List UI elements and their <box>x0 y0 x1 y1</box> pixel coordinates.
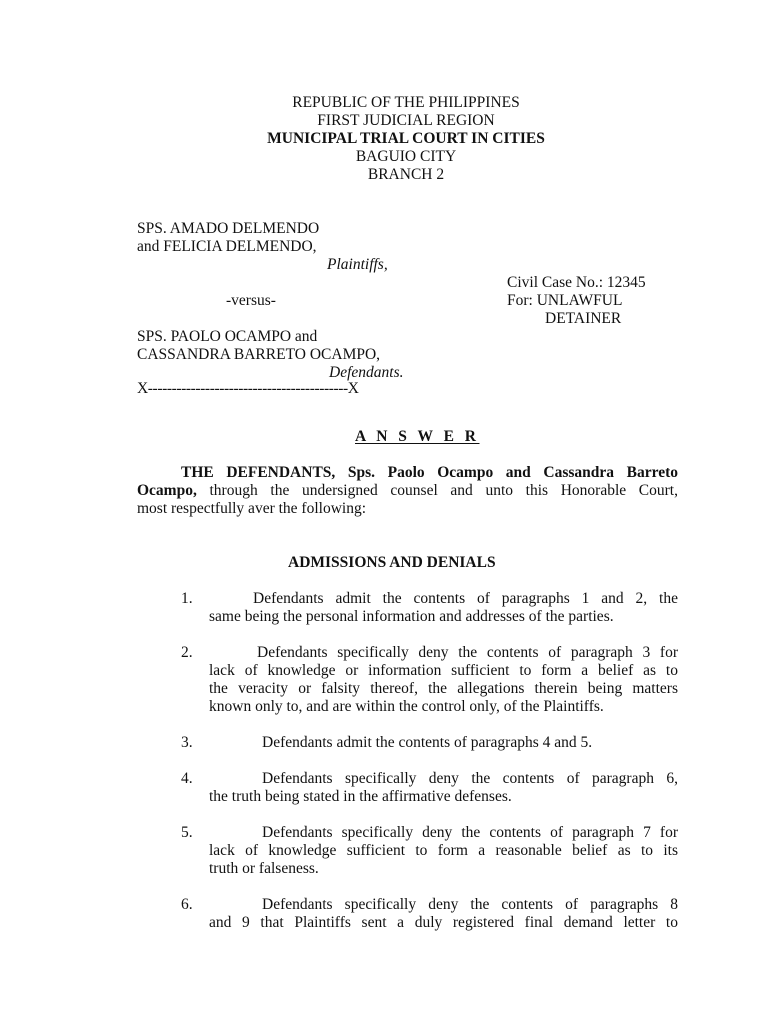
paragraph-5-first-text: Defendants specifically deny the contents of paragraph 7 for <box>262 824 678 841</box>
paragraph-5-line-2-text: lack of knowledge sufficient to form a reasonable belief as to its <box>209 842 678 859</box>
paragraph-1-line-2: same being the personal information and addresses of the parties. <box>209 608 614 625</box>
document-title: A N S W E R <box>355 428 480 445</box>
paragraph-5-first-line <box>262 824 678 842</box>
plaintiffs-role: Plaintiffs, <box>327 256 388 273</box>
paragraph-4-first-line <box>262 770 678 788</box>
header-court: MUNICIPAL TRIAL COURT IN CITIES <box>267 130 545 147</box>
intro-line-3: most respectfully aver the following: <box>137 500 366 517</box>
paragraph-2-line-3-text: the veracity or falsity thereof, the allegations therein being matters <box>209 680 678 697</box>
intro-line-2-rest: through the undersigned counsel and unto this Honorable Court, <box>196 482 678 499</box>
section-heading: ADMISSIONS AND DENIALS <box>288 554 496 571</box>
versus-label: -versus- <box>226 292 276 309</box>
paragraph-4-number: 4. <box>181 770 193 787</box>
intro-line-1 <box>181 464 678 482</box>
intro-line-2-bold: Ocampo, <box>137 482 197 499</box>
intro-line-1-text: THE DEFENDANTS, Sps. Paolo Ocampo and Cassandra Barreto <box>181 464 678 481</box>
paragraph-1-number: 1. <box>181 590 193 607</box>
civil-case-number: Civil Case No.: 12345 <box>507 274 646 291</box>
paragraph-3-number: 3. <box>181 734 193 751</box>
paragraph-5-line-2 <box>209 842 678 860</box>
paragraph-4-line-2: the truth being stated in the affirmative defenses. <box>209 788 512 805</box>
intro-line-2-wrap <box>137 482 678 500</box>
paragraph-2-first-text: Defendants specifically deny the contents of paragraph 3 for <box>257 644 678 661</box>
paragraph-2-number: 2. <box>181 644 193 661</box>
defendants-name-1: SPS. PAOLO OCAMPO and <box>137 328 318 345</box>
paragraph-4-first-text: Defendants specifically deny the contents of paragraph 6, <box>262 770 678 787</box>
header-branch: BRANCH 2 <box>367 166 445 183</box>
intro-line-2 <box>137 482 678 500</box>
paragraph-6-line-2-text: and 9 that Plaintiffs sent a duly registered final demand letter to <box>209 914 678 931</box>
case-nature: For: UNLAWFUL <box>507 292 623 309</box>
paragraph-2-line-2 <box>209 662 678 680</box>
paragraph-6-line-2 <box>209 914 678 932</box>
defendants-role: Defendants. <box>329 364 404 381</box>
plaintiffs-name-1: SPS. AMADO DELMENDO <box>137 220 320 237</box>
header-republic: REPUBLIC OF THE PHILIPPINES <box>292 94 520 111</box>
plaintiffs-name-2: and FELICIA DELMENDO, <box>137 238 317 255</box>
header-region: FIRST JUDICIAL REGION <box>317 112 495 129</box>
paragraph-3-first-line: Defendants admit the contents of paragraphs 4 and 5. <box>262 734 593 751</box>
defendants-name-2: CASSANDRA BARRETO OCAMPO, <box>137 346 381 363</box>
header-city: BAGUIO CITY <box>355 148 457 165</box>
paragraph-5-line-3: truth or falseness. <box>209 860 319 877</box>
paragraph-6-first-text: Defendants specifically deny the contents of paragraphs 8 <box>262 896 678 913</box>
caption-separator: X------------------------------------------X <box>137 380 359 397</box>
paragraph-2-line-3 <box>209 680 678 698</box>
paragraph-1-first-line <box>253 590 678 608</box>
paragraph-2-line-2-text: lack of knowledge or information sufficient to form a belief as to <box>209 662 678 679</box>
paragraph-2-line-4: known only to, and are within the control only, of the Plaintiffs. <box>209 698 604 715</box>
case-nature-cont: DETAINER <box>545 310 622 327</box>
paragraph-1-first-text: Defendants admit the contents of paragraphs 1 and 2, the <box>253 590 678 607</box>
paragraph-5-number: 5. <box>181 824 193 841</box>
paragraph-2-first-line <box>257 644 678 662</box>
paragraph-6-first-line <box>262 896 678 914</box>
paragraph-6-number: 6. <box>181 896 193 913</box>
